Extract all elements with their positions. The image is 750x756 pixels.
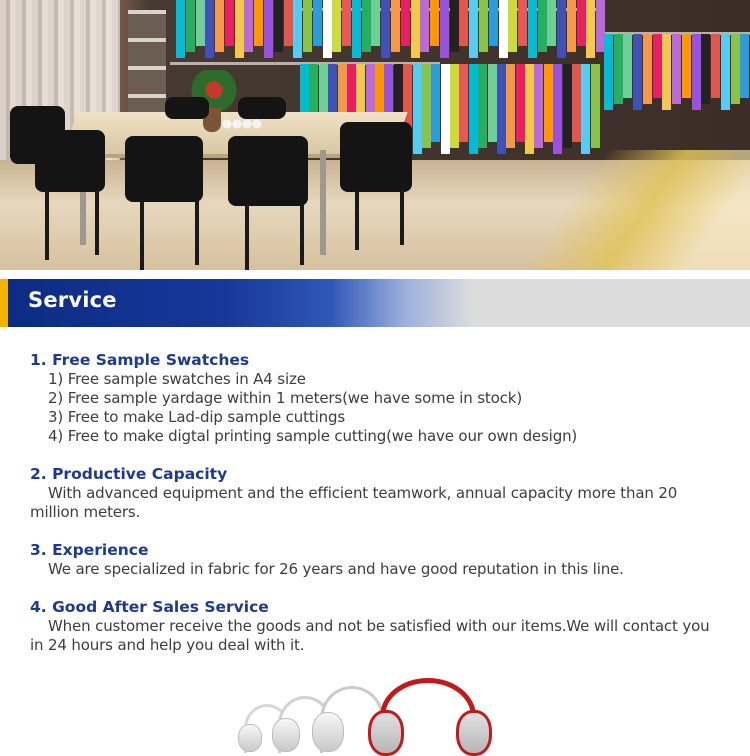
chair (238, 97, 286, 119)
fabric-swatch (469, 0, 478, 58)
fabric-swatch (692, 34, 701, 110)
fabric-swatch (479, 0, 488, 52)
fabric-swatch (244, 0, 253, 52)
fabric-swatch (534, 64, 543, 148)
list-item: 3) Free to make Lad-dip sample cuttings (48, 408, 345, 426)
fabric-swatch (577, 0, 586, 46)
fabric-swatch (591, 64, 600, 148)
banner-accent-bar (0, 279, 8, 327)
fabric-swatch (371, 0, 380, 46)
fabric-swatch (422, 64, 431, 148)
fabric-swatch (506, 64, 515, 148)
fabric-rack-right (604, 34, 750, 112)
service-title: Service (28, 288, 117, 312)
fabric-swatch (264, 0, 273, 58)
fabric-swatch (711, 34, 720, 98)
fabric-swatch (196, 0, 205, 46)
fabric-swatch (440, 0, 449, 58)
fabric-swatch (547, 0, 556, 46)
service-section-after-sales (30, 598, 720, 655)
fabric-rack-upper (176, 0, 606, 60)
fabric-swatch (740, 34, 749, 98)
fabric-swatch (557, 0, 566, 58)
fabric-swatch (413, 64, 422, 154)
fabric-swatch (478, 64, 487, 148)
fabric-swatch (450, 64, 459, 148)
fabric-swatch (420, 0, 429, 52)
chair (228, 136, 308, 206)
fabric-swatch (469, 64, 478, 154)
fabric-swatch (563, 64, 572, 148)
fabric-swatch (499, 0, 508, 58)
service-section-experience (30, 541, 720, 598)
fabric-swatch (488, 64, 497, 142)
service-banner (0, 279, 750, 327)
fabric-swatch (581, 64, 590, 154)
fabric-swatch (567, 0, 576, 52)
tea-cups (222, 118, 262, 130)
fabric-swatch (313, 0, 322, 46)
fabric-swatch (431, 64, 440, 142)
fabric-swatch (332, 0, 341, 52)
fabric-swatch (225, 0, 234, 46)
fabric-swatch (401, 0, 410, 46)
fabric-swatch (614, 34, 623, 104)
fabric-swatch (497, 64, 506, 154)
fabric-swatch (381, 0, 390, 58)
fabric-swatch (586, 0, 595, 58)
fabric-swatch (430, 0, 439, 46)
fabric-swatch (323, 0, 332, 58)
fabric-swatch (342, 0, 351, 46)
list-item: 2) Free sample yardage within 1 meters(we have some in stock) (48, 389, 523, 407)
fabric-swatch (731, 34, 740, 104)
fabric-swatch (672, 34, 681, 104)
service-content (30, 351, 720, 655)
fabric-swatch (508, 0, 517, 52)
fabric-swatch (411, 0, 420, 58)
fabric-swatch (553, 64, 562, 154)
fabric-swatch (215, 0, 224, 52)
fabric-swatch (205, 0, 214, 58)
fabric-swatch (604, 34, 613, 110)
fabric-swatch (235, 0, 244, 58)
fabric-swatch (352, 0, 361, 58)
fabric-swatch (544, 64, 553, 142)
section-text: When customer receive the goods and not be satisfied with our items.We will contact you in 24 hours and help you deal with it. (30, 617, 710, 654)
fabric-swatch (572, 64, 581, 142)
list-item: 4) Free to make digtal printing sample cutting(we have our own design) (48, 427, 578, 445)
fabric-swatch (459, 64, 468, 142)
chair (165, 97, 209, 119)
fabric-swatch (516, 64, 525, 142)
fabric-swatch (303, 0, 312, 52)
fabric-swatch (633, 34, 642, 110)
section-heading: 3. Experience (30, 541, 149, 559)
fabric-swatch (293, 0, 302, 58)
chair (125, 136, 203, 202)
fabric-swatch (489, 0, 498, 46)
fabric-swatch (254, 0, 263, 46)
section-heading: 4. Good After Sales Service (30, 598, 269, 616)
fabric-swatch (653, 34, 662, 98)
fabric-swatch (682, 34, 691, 98)
fabric-swatch (525, 64, 534, 154)
service-section-free-samples (30, 351, 720, 465)
chair (35, 130, 105, 192)
fabric-swatch (701, 34, 710, 104)
fabric-swatch (643, 34, 652, 104)
list-item: 1) Free sample swatches in A4 size (48, 370, 306, 388)
fabric-swatch (518, 0, 527, 46)
section-heading: 2. Productive Capacity (30, 465, 228, 483)
fabric-swatch (441, 64, 450, 154)
section-text: We are specialized in fabric for 26 years and have good reputation in this line. (48, 560, 624, 578)
fabric-swatch (662, 34, 671, 110)
fabric-swatch (391, 0, 400, 52)
chair (340, 122, 412, 192)
fabric-swatch (528, 0, 537, 58)
service-section-capacity (30, 465, 720, 541)
fabric-swatch (362, 0, 371, 52)
headsets-illustration (230, 674, 500, 750)
fabric-swatch (284, 0, 293, 46)
fabric-swatch (176, 0, 185, 58)
section-text: With advanced equipment and the efficient teamwork, annual capacity more than 20 million meters. (30, 484, 678, 521)
fabric-swatch (274, 0, 283, 52)
fabric-swatch (538, 0, 547, 52)
fabric-swatch (623, 34, 632, 98)
fabric-swatch (721, 34, 730, 110)
fabric-swatch (450, 0, 459, 52)
fabric-swatch (186, 0, 195, 52)
showroom-photo (0, 0, 750, 270)
fabric-swatch (459, 0, 468, 46)
section-heading: 1. Free Sample Swatches (30, 351, 250, 369)
